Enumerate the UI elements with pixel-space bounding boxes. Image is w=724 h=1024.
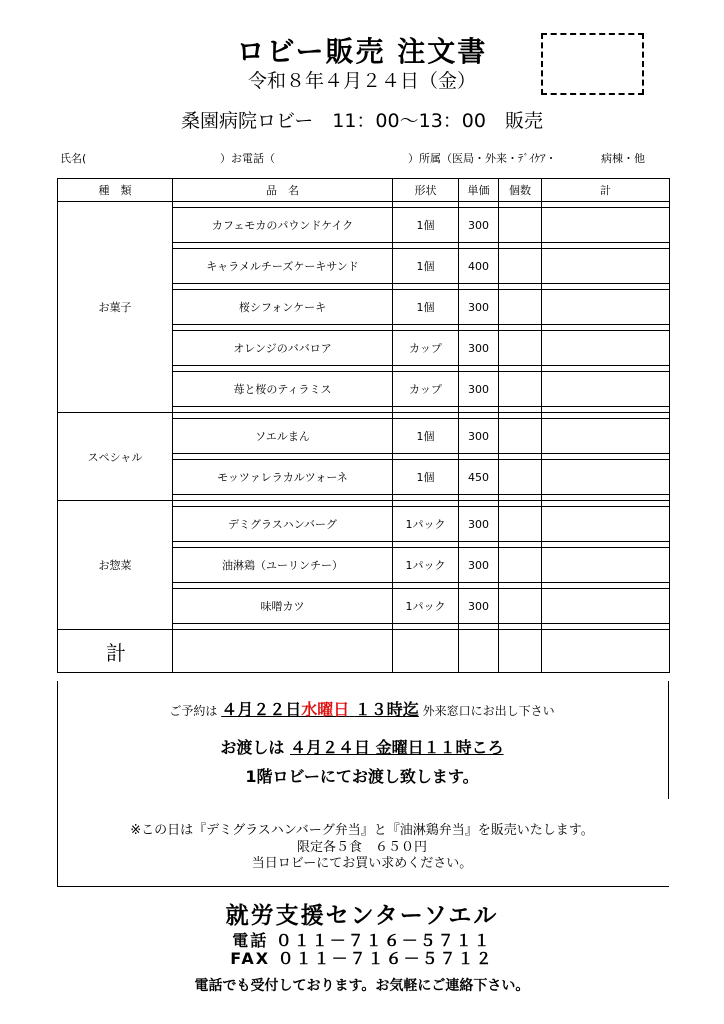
item-shape: 1個	[393, 460, 459, 495]
column-header: 単価	[459, 179, 499, 202]
order-table	[57, 178, 670, 673]
column-header: 形状	[393, 179, 459, 202]
subtotal-cell[interactable]	[542, 507, 670, 542]
subtotal-cell[interactable]	[542, 419, 670, 454]
column-header: 品 名	[173, 179, 393, 202]
item-shape: 1パック	[393, 589, 459, 624]
table-header-row	[58, 179, 670, 202]
subtotal-cell[interactable]	[542, 460, 670, 495]
quantity-input-cell[interactable]	[499, 249, 542, 284]
total-cell	[173, 630, 393, 673]
subtotal-cell[interactable]	[542, 589, 670, 624]
item-name: 油淋鶏（ユーリンチー）	[173, 548, 393, 583]
category-cell: お菓子	[58, 202, 173, 413]
total-row	[58, 630, 670, 673]
item-shape: 1個	[393, 208, 459, 243]
quantity-input-cell[interactable]	[499, 419, 542, 454]
quantity-input-cell[interactable]	[499, 507, 542, 542]
bento-purchase-note: 当日ロビーにてお買い求めください。	[251, 856, 473, 871]
quantity-input-cell[interactable]	[499, 208, 542, 243]
subtotal-cell[interactable]	[542, 372, 670, 407]
reservation-prefix: ご予約は	[169, 704, 218, 718]
reservation-time: １３時迄	[354, 700, 419, 719]
item-shape: 1個	[393, 419, 459, 454]
quantity-input-cell[interactable]	[499, 290, 542, 325]
reservation-date: ４月２２日水曜日 １３時迄	[221, 700, 419, 719]
total-cell[interactable]	[499, 630, 542, 673]
name-field-label[interactable]: 氏名(	[60, 152, 87, 165]
item-price: 400	[459, 249, 499, 284]
organization-name: 就労支援センターソエル	[225, 903, 499, 929]
quantity-input-cell[interactable]	[499, 548, 542, 583]
handover-time: お渡しは ４月２４日 金曜日１１時ころ	[220, 738, 504, 757]
item-price: 300	[459, 290, 499, 325]
footer-note: 電話でも受付しております。お気軽にご連絡下さい。	[194, 978, 530, 994]
ward-field-label: 病棟・他	[601, 152, 645, 165]
fax-number: FAX ０１１－７１６－５７１２	[230, 949, 494, 968]
item-price: 300	[459, 589, 499, 624]
item-price: 300	[459, 331, 499, 366]
grand-total-cell[interactable]	[542, 630, 670, 673]
phone-number: 電話 ０１１－７１６－５７１１	[232, 931, 492, 950]
item-price: 450	[459, 460, 499, 495]
subtotal-cell[interactable]	[542, 208, 670, 243]
item-shape: カップ	[393, 372, 459, 407]
item-price: 300	[459, 548, 499, 583]
category-cell: お惣菜	[58, 501, 173, 630]
sale-venue: 桑園病院ロビー 11：00～13：00 販売	[181, 110, 543, 132]
item-shape: 1個	[393, 290, 459, 325]
page-title: ロビー販売 注文書	[236, 35, 488, 68]
reservation-suffix: 外来窓口にお出し下さい	[422, 704, 555, 718]
bento-note: ※この日は『デミグラスハンバーグ弁当』と『油淋鶏弁当』を販売いたします。	[130, 823, 594, 838]
item-name: モッツァレラカルツォーネ	[173, 460, 393, 495]
phone-field-label[interactable]: ）お電話（	[220, 152, 275, 165]
reservation-weekday: 水曜日	[301, 700, 350, 719]
total-cell	[459, 630, 499, 673]
total-label: 計	[58, 630, 173, 673]
subtotal-cell[interactable]	[542, 249, 670, 284]
item-shape: 1パック	[393, 548, 459, 583]
subtotal-cell[interactable]	[542, 331, 670, 366]
quantity-input-cell[interactable]	[499, 331, 542, 366]
item-shape: 1パック	[393, 507, 459, 542]
item-price: 300	[459, 208, 499, 243]
column-header: 個数	[499, 179, 542, 202]
item-shape: カップ	[393, 331, 459, 366]
bento-limit: 限定各５食 ６５０円	[296, 840, 427, 855]
item-price: 300	[459, 507, 499, 542]
item-name: デミグラスハンバーグ	[173, 507, 393, 542]
item-name: 桜シフォンケーキ	[173, 290, 393, 325]
item-name: キャラメルチーズケーキサンド	[173, 249, 393, 284]
reservation-deadline	[0, 697, 724, 720]
item-name: ソエルまん	[173, 419, 393, 454]
handover-place: 1階ロビーにてお渡し致します。	[245, 767, 479, 786]
total-cell	[393, 630, 459, 673]
column-header: 種 類	[58, 179, 173, 202]
item-shape: 1個	[393, 249, 459, 284]
sale-date: 令和８年４月２４日（金）	[247, 70, 476, 92]
subtotal-cell[interactable]	[542, 290, 670, 325]
department-field-label[interactable]: ）所属（医局・外来・ﾃﾞｲｹｱ・	[408, 152, 557, 165]
quantity-input-cell[interactable]	[499, 372, 542, 407]
item-price: 300	[459, 372, 499, 407]
item-name: オレンジのババロア	[173, 331, 393, 366]
quantity-input-cell[interactable]	[499, 589, 542, 624]
item-price: 300	[459, 419, 499, 454]
category-cell: スペシャル	[58, 413, 173, 501]
handover-datetime: ４月２４日 金曜日１１時ころ	[290, 738, 504, 757]
item-name: 味噌カツ	[173, 589, 393, 624]
column-header: 計	[542, 179, 670, 202]
quantity-input-cell[interactable]	[499, 460, 542, 495]
item-name: 苺と桜のティラミス	[173, 372, 393, 407]
item-name: カフェモカのパウンドケイク	[173, 208, 393, 243]
subtotal-cell[interactable]	[542, 548, 670, 583]
